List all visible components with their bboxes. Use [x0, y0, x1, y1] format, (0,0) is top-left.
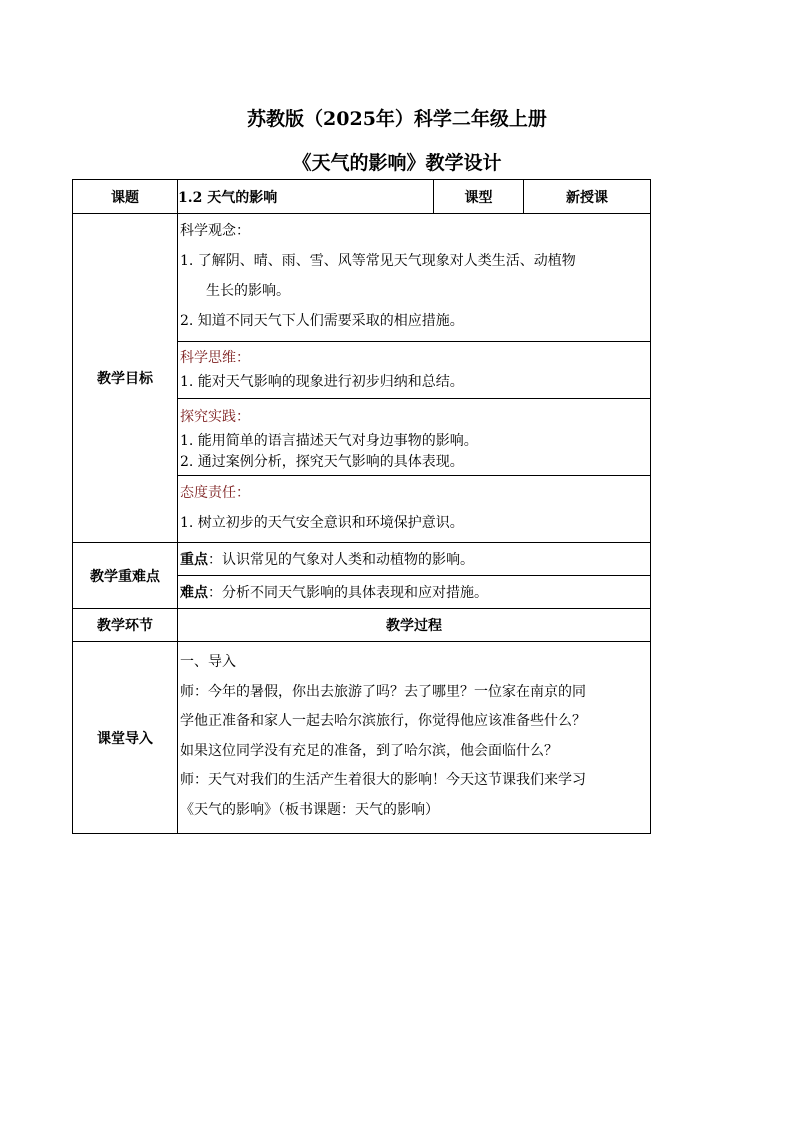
lesson-type-value: 新授课	[524, 180, 651, 214]
intro-line-4: 如果这位同学没有充足的准备，到了哈尔滨，他会面临什么？	[180, 742, 558, 759]
science-concept-item-2: 2. 知道不同天气下人们需要采取的相应措施。	[180, 313, 464, 329]
science-concept-item-1-cont: 生长的影响。	[206, 283, 290, 299]
table-row-process-header	[73, 609, 651, 642]
key-point-label: 重点	[180, 552, 208, 568]
teaching-stage-header: 教学环节	[73, 609, 178, 642]
attitude-cell	[178, 476, 651, 543]
attitude-heading: 态度责任：	[180, 485, 250, 501]
table-row-science-concept	[73, 214, 651, 342]
intro-line-3: 学他正准备和家人一起去哈尔滨旅行，你觉得他应该准备些什么？	[180, 713, 586, 729]
lesson-plan-table	[72, 179, 651, 834]
intro-line-5: 师：天气对我们的生活产生着很大的影响！今天这节课我们来学习	[180, 772, 586, 788]
table-row-intro	[73, 642, 651, 834]
objectives-label: 教学目标	[73, 214, 178, 543]
difficult-point-text: ：分析不同天气影响的具体表现和应对措施。	[208, 585, 488, 601]
intro-line-6: 《天气的影响》（板书课题：天气的影响）	[180, 801, 439, 818]
inquiry-practice-cell	[178, 399, 651, 476]
topic-value: 1.2 天气的影响	[178, 180, 434, 214]
science-thinking-item-1: 1. 能对天气影响的现象进行初步归纳和总结。	[180, 374, 464, 390]
key-points-label: 教学重难点	[73, 543, 178, 609]
topic-label: 课题	[73, 180, 178, 214]
teaching-process-header: 教学过程	[178, 609, 651, 642]
science-thinking-heading: 科学思维：	[180, 350, 250, 366]
intro-label: 课堂导入	[73, 642, 178, 834]
intro-line-2: 师：今年的暑假，你出去旅游了吗？去了哪里？一位家在南京的同	[180, 683, 586, 700]
science-concept-heading: 科学观念：	[180, 223, 250, 239]
document-title: 苏教版（2025年）科学二年级上册	[247, 108, 547, 130]
table-row-topic	[73, 180, 651, 214]
inquiry-practice-item-1: 1. 能用简单的语言描述天气对身边事物的影响。	[180, 433, 478, 449]
intro-line-1: 一、导入	[180, 654, 236, 670]
intro-cell	[178, 642, 651, 834]
difficult-point-cell	[178, 576, 651, 609]
document-subtitle: 《天气的影响》教学设计	[292, 152, 502, 174]
key-point-cell	[178, 543, 651, 576]
table-row-key-point	[73, 543, 651, 576]
science-concept-item-1: 1. 了解阴、晴、雨、雪、风等常见天气现象对人类生活、动植物	[180, 253, 576, 269]
inquiry-practice-item-2: 2. 通过案例分析，探究天气影响的具体表现。	[180, 454, 464, 470]
inquiry-practice-heading: 探究实践：	[180, 409, 250, 425]
key-point-text: ：认识常见的气象对人类和动植物的影响。	[208, 552, 474, 568]
science-concept-cell	[178, 214, 651, 342]
attitude-item-1: 1. 树立初步的天气安全意识和环境保护意识。	[180, 515, 464, 531]
lesson-type-label: 课型	[434, 180, 524, 214]
difficult-point-label: 难点	[180, 585, 208, 601]
science-thinking-cell	[178, 342, 651, 399]
